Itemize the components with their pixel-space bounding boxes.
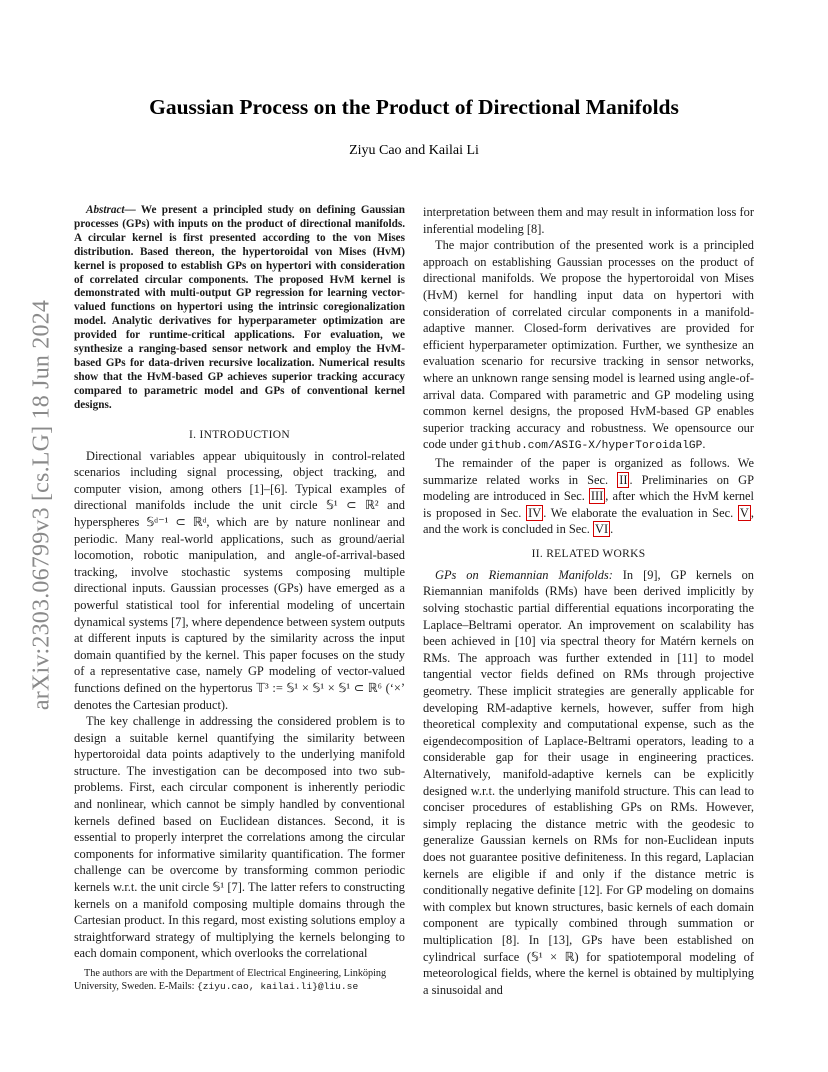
paper-title: Gaussian Process on the Product of Directional Manifolds [149,95,679,119]
footnote-emails: {ziyu.cao, kailai.li}@liu.se [197,980,359,992]
intro-paragraph-2: The key challenge in addressing the considered problem is to design a suitable kernel quantifying the similarity between hypertoroidal data points adaptively to the underlying manifold structure. The investigation can be decomposed into two sub-problems. First, each circular component is inherently periodic and nonlinear, which cannot be simply handled by conventional kernels defined based on Euclidean distances. Second, it is essential to properly interpret the correlations among the circular components for informative similarity quantification. The former challenge can be overcome by transforming common periodic kernels w.r.t. the unit circle 𝕊¹ [7]. The latter refers to constructing kernels on a manifold composing multiple domains through the Cartesian product. In this regard, most existing solutions employ a straightforward strategy of multiplying the kernels belonging to each domain component, which overlooks the correlational [74,714,405,961]
organization-text-5: , and the work is concluded in Sec. [423,505,754,537]
organization-text-3: , after which the HvM kernel is proposed in Sec. [423,489,754,520]
abstract-text: — We present a principled study on defining Gaussian processes (GPs) with inputs on the product of directional manifolds. A circular kernel is first presented according to the von Mises distribution. Based thereon, the hypertoroidal von Mises (HvM) kernel is proposed to establish GPs on hypertori with consideration of correlated circular components. The proposed HvM kernel is demonstrated with multi-output GP regression for learning vector-valued functions on hypertori using the intrinsic coregionalization model. Analytic derivatives for hyperparameter optimization are provided for runtime-critical applications. For evaluation, we synthesize a ranging-based sensor network and employ the HvM-based GPs for data-driven recursive localization. Numerical results show that the HvM-based GP achieves superior tracking accuracy compared to parametric model and GPs of conventional kernel designs. [74,204,405,411]
contribution-paragraph: The major contribution of the presented work is a principled approach on establishing Gaussian processes on the product of directional manifolds. We propose the hypertoroidal von Mises (HvM) kernel for handling input data on hypertori with consideration of correlated circular components in a manifold-adaptive manner. Closed-form derivatives are provided for efficient hyperparameter optimization. Further, we synthesize an evaluation scenario for recursive tracking in sensor networks, where an unknown range sensing model is learned using angle-of-arrival data. Compared with parametric and GP modeling using common kernel designs, the proposed HvM-based GP enables superior tracking accuracy and robustness. We opensource our code under github.com/ASIG-X/hyperToroidalGP. [423,238,754,453]
code-repository-link[interactable]: github.com/ASIG-X/hyperToroidalGP [480,440,703,453]
related-works-paragraph [423,567,754,998]
abstract-label: Abstract [86,204,125,216]
section-ref-v[interactable]: V [739,505,749,520]
organization-text-1: The remainder of the paper is organized as follows. We summarize related works in Sec. [423,455,754,487]
section-ref-iv[interactable]: IV [528,505,542,520]
abstract [74,204,405,413]
related-works-lead: GPs on Riemannian Manifolds: [435,567,613,582]
organization-text-4: . We elaborate the evaluation in Sec. [543,505,734,520]
section-heading-related-works: II. RELATED WORKS [531,547,646,560]
affiliation-footnote [74,968,405,993]
intro-paragraph-1: Directional variables appear ubiquitously in control-related scenarios including signal processing, object tracking, and computer vision, among others [1]–[6]. Typical examples of directional manifolds include the unit circle 𝕊¹ ⊂ ℝ² and hyperspheres 𝕊ᵈ⁻¹ ⊂ ℝᵈ, which are by nature nonlinear and periodic. Many real-world applications, such as ground/aerial locomotion, robotic manipulation, and angle-of-arrival-based tracking, involve stochastic systems composing multiple directional inputs. Gaussian processes (GPs) have emerged as a powerful statistical tool for inferential modeling of uncertain dynamical systems [7], where dependence between system outputs at different inputs is captured by the similarity across the input domain quantified by the kernel. This paper focuses on the study of a representative case, namely GP modeling of vector-valued functions defined on the hypertorus 𝕋³ := 𝕊¹ × 𝕊¹ × 𝕊¹ ⊂ ℝ⁶ (‘×’ denotes the Cartesian product). [74,448,406,712]
intro-paragraph-continued: interpretation between them and may result in information loss for inferential modeling [8]. [423,205,754,236]
right-column [423,204,754,998]
paper-authors: Ziyu Cao and Kailai Li [349,143,479,158]
organization-paragraph [423,455,754,538]
section-ref-iii[interactable]: III [590,489,604,504]
left-column [74,204,405,962]
section-ref-vi[interactable]: VI [595,522,609,537]
arxiv-identifier: arXiv:2303.06799v3 [cs.LG] 18 Jun 2024 [28,299,55,711]
related-works-text: In [9], GP kernels on Riemannian manifolds (RMs) have been derived implicitly by solving stochastic partial differential equations incorporating the Laplace–Beltrami operator. An improvement on scalability has been achieved in [10] via spectral theory for Matérn kernels on RMs. The approach was further extended in [11] to model tangential vector fields defined on RMs through projective geometry. These implicit strategies are generally applicable for developing RM-adaptive kernels, however, suffer from high theoretical complexity and computational expense, such as the eigendecomposition of Laplace-Beltrami operators, leading to a considerable gap for their usage in engineering practices. Alternatively, manifold-adaptive kernels can be explicitly designed w.r.t. the underlying manifold structure. This can lead to conciser procedures of establishing GPs on RMs. However, simply replacing the distance metric with the geodesic to generalize Gaussian kernels on RMs for non-Euclidean inputs does not guarantee positive definiteness. In this regard, Laplacian kernels are eligible if and only if the distance metric is conditionally negative definite [12]. For GP modeling on domains with complex but known structures, basic kernels of each domain component are typically combined through summation or multiplication [8]. In [13], GPs have been established on cylindrical surface (𝕊¹ × ℝ) for spatiotemporal modeling of meteorological fields, where the kernel is obtained by multiplying a sinusoidal and [423,567,755,997]
contribution-text: The major contribution of the presented work is a principled approach on establishing Gaussian processes on the product of directional manifolds. We propose the hypertoroidal von Mises (HvM) kernel for handling input data on hypertori with consideration of correlated circular components in a manifold-adaptive manner. Closed-form derivatives are provided for efficient hyperparameter optimization. Further, we synthesize an evaluation scenario for recursive tracking in sensor networks, where an unknown range sensing model is learned using angle-of-arrival data. Compared with parametric and GP modeling using common kernel designs, the proposed HvM-based GP enables superior tracking accuracy and robustness. We opensource our code under [423,238,754,452]
organization-text-2: . Preliminaries on GP modeling are introduced in Sec. [423,472,754,504]
organization-text-6: . [610,522,614,537]
section-ref-ii[interactable]: II [619,472,628,487]
footnote-text: The authors are with the Department of Electrical Engineering, Linköping University, Sweden. E-Mails: [74,968,387,992]
arxiv-sidebar-stamp [22,290,62,720]
section-heading-introduction: I. INTRODUCTION [189,428,290,441]
